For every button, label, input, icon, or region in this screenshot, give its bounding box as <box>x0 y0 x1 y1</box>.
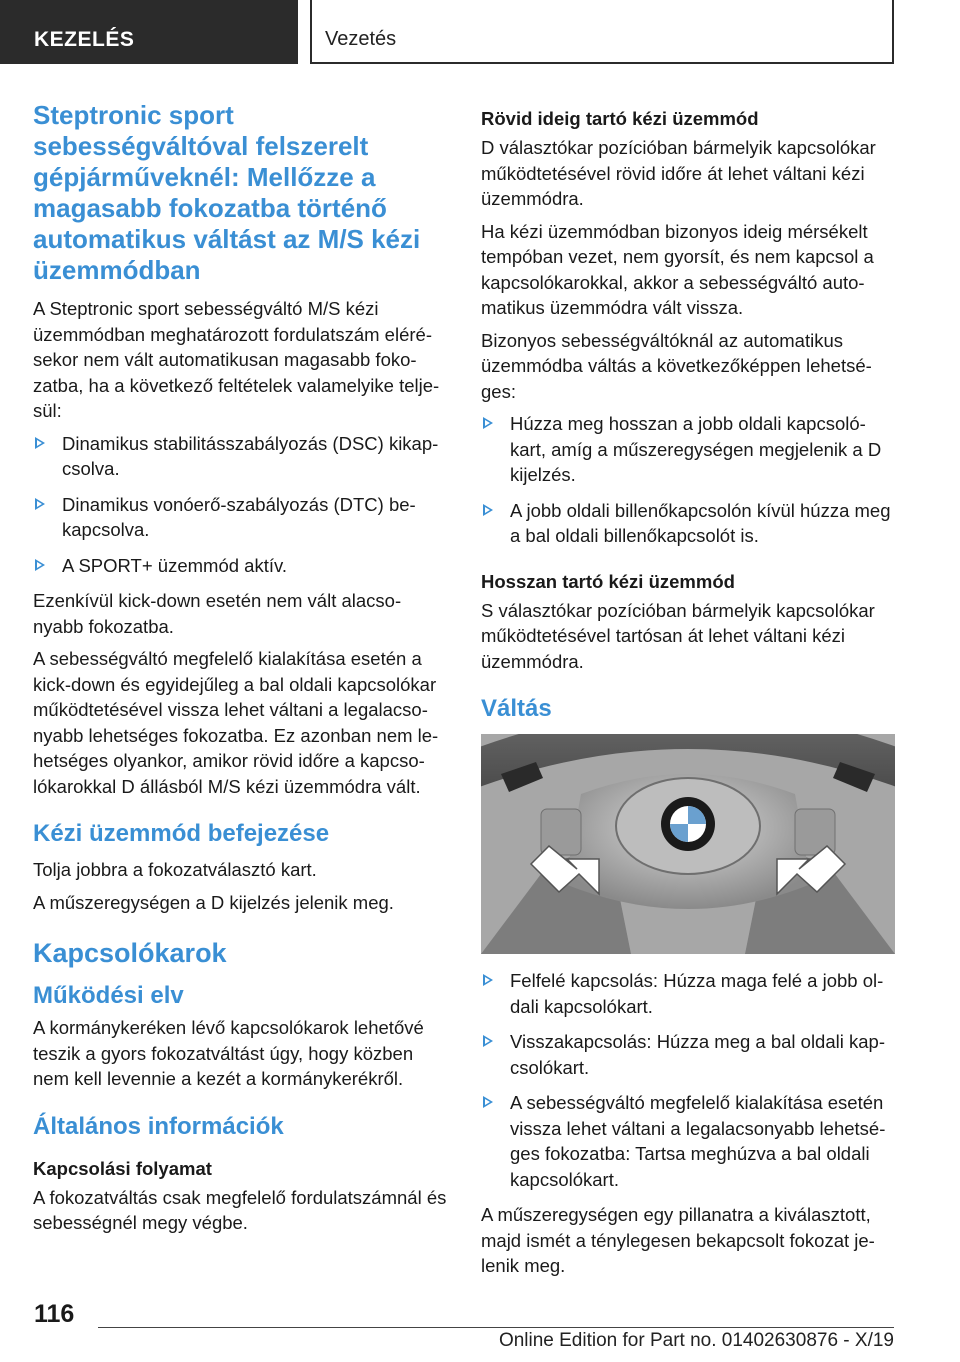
triangle-bullet-icon <box>35 437 45 449</box>
section-title: Vezetés <box>310 0 894 64</box>
triangle-bullet-icon <box>483 1096 493 1108</box>
list-item <box>481 968 897 1019</box>
list-item-text: Húzza meg hosszan a jobb oldali kapcsoló- kart, amíg a műszeregységen megjelenik a D kijelzés. <box>510 413 882 485</box>
triangle-bullet-icon <box>483 974 493 986</box>
list-item-text: A SPORT+ üzemmód aktív. <box>62 554 287 576</box>
paragraph: S választókar pozícióban bármelyik kapcsolókar működtetésével tartósan át lehet váltani kézi üzemmódra. <box>481 599 875 672</box>
list-item-text: Dinamikus stabilitásszabályozás (DSC) kikap- csolva. <box>62 432 439 479</box>
triangle-bullet-icon <box>483 417 493 429</box>
heading-long-manual: Hosszan tartó kézi üzemmód <box>481 570 735 592</box>
paragraph: Tolja jobbra a fokozatválasztó kart. <box>33 859 317 880</box>
list-item-text: A jobb oldali billenőkapcsolón kívül húzza meg a bal oldali billenőkapcsolót is. <box>510 499 891 546</box>
triangle-bullet-icon <box>483 1035 493 1047</box>
paragraph: Ezenkívül kick-down esetén nem vált alacso- nyabb fokozatba. <box>33 590 402 637</box>
paragraph: A Steptronic sport sebességváltó M/S kézi üzemmódban meghatározott fordulatszám eléré- sekor nem vált automatikusan magasabb foko- zatba, ha a következő feltételek valamelyike telje- sül: <box>33 298 440 421</box>
edition-footer: Online Edition for Part no. 01402630876 - X/19 <box>498 1330 894 1351</box>
page-number: 116 <box>34 1300 75 1328</box>
steering-wheel-illustration <box>481 734 895 954</box>
paragraph: A műszeregységen egy pillanatra a kiválasztott, majd ismét a ténylegesen bekapcsolt fokozat je- lenik meg. <box>481 1204 875 1276</box>
paragraph: A kormánykeréken lévő kapcsolókarok lehetővé teszik a gyors fokozatváltást úgy, hogy közben nem kell levennie a kezét a kormánykerékről. <box>33 1017 424 1089</box>
paragraph: D választókar pozícióban bármelyik kapcsolókar működtetésével rövid időre át lehet váltani kézi üzemmódra. <box>481 137 876 209</box>
paragraph: Ha kézi üzemmódban bizonyos ideig mérsékelt tempóban vezet, nem gyorsít, és nem kapcsol a kapcsolókarokkal, akkor a sebességváltó auto- matikus üzemmódra vált vissza. <box>481 220 874 318</box>
paragraph: A műszeregységen a D kijelzés jelenik meg. <box>33 891 394 913</box>
list-item-text: Dinamikus vonóerő-szabályozás (DTC) be- kapcsolva. <box>62 493 416 540</box>
paragraph: A fokozatváltás csak megfelelő fordulatszámnál és sebességnél megy végbe. <box>33 1186 447 1233</box>
chapter-tab: KEZELÉS <box>0 0 298 64</box>
heading-principle: Működési elv <box>33 982 184 1009</box>
heading-short-manual: Rövid ideig tartó kézi üzemmód <box>481 108 759 129</box>
list-item-text: Felfelé kapcsolás: Húzza maga felé a jobb ol- dali kapcsolókart. <box>510 970 884 1017</box>
paragraph: Bizonyos sebességváltóknál az automatikus üzemmódba váltás a következőképpen lehetsé- ges: <box>481 329 872 402</box>
shifting-list <box>481 968 897 1192</box>
triangle-bullet-icon <box>483 504 493 516</box>
list-item <box>481 1029 897 1080</box>
list-item <box>481 1090 897 1192</box>
heading-general-info: Általános információk <box>33 1112 284 1140</box>
heading-shift-process: Kapcsolási folyamat <box>33 1157 212 1179</box>
heading-shifting: Váltás <box>481 695 552 722</box>
heading-steptronic: Steptronic sport sebességváltóval felszerelt gépjárműveknél: Mellőzze a magasabb fokozatba történő automatikus váltást az M/S kézi üzemmódban <box>33 100 421 285</box>
automatic-mode-list <box>481 411 897 549</box>
heading-shift-paddles: Kapcsolókarok <box>33 938 227 968</box>
triangle-bullet-icon <box>35 498 45 510</box>
triangle-bullet-icon <box>35 559 45 571</box>
steering-wheel-image <box>481 734 895 954</box>
list-item <box>33 431 451 482</box>
right-column <box>481 106 897 1286</box>
list-item-text: A sebességváltó megfelelő kialakítása esetén vissza lehet váltani a legalacsonyabb lehetsé- ges fokozatba: Tartsa meghúzva a bal oldali kapcsolókart. <box>510 1092 886 1190</box>
heading-manual-end: Kézi üzemmód befejezése <box>33 820 330 847</box>
list-item-text: Visszakapcsolás: Húzza meg a bal oldali kap- csolókart. <box>510 1031 885 1078</box>
list-item <box>33 553 451 579</box>
list-item <box>481 498 897 549</box>
paragraph: A sebességváltó megfelelő kialakítása esetén a kick-down és egyidejűleg a bal oldali kapcsolókar működtetésével vissza lehet váltani a legalacso- nyabb lehetséges fokozatba. Ez azonban nem le- hetséges olyankor, amikor rövid időre a kapcso- lókarokkal D állásból M/S kézi üzemmódra vált. <box>33 648 439 797</box>
footer-divider <box>98 1327 894 1328</box>
left-column <box>33 100 451 1243</box>
list-item <box>481 411 897 488</box>
condition-list <box>33 431 451 579</box>
list-item <box>33 492 451 543</box>
